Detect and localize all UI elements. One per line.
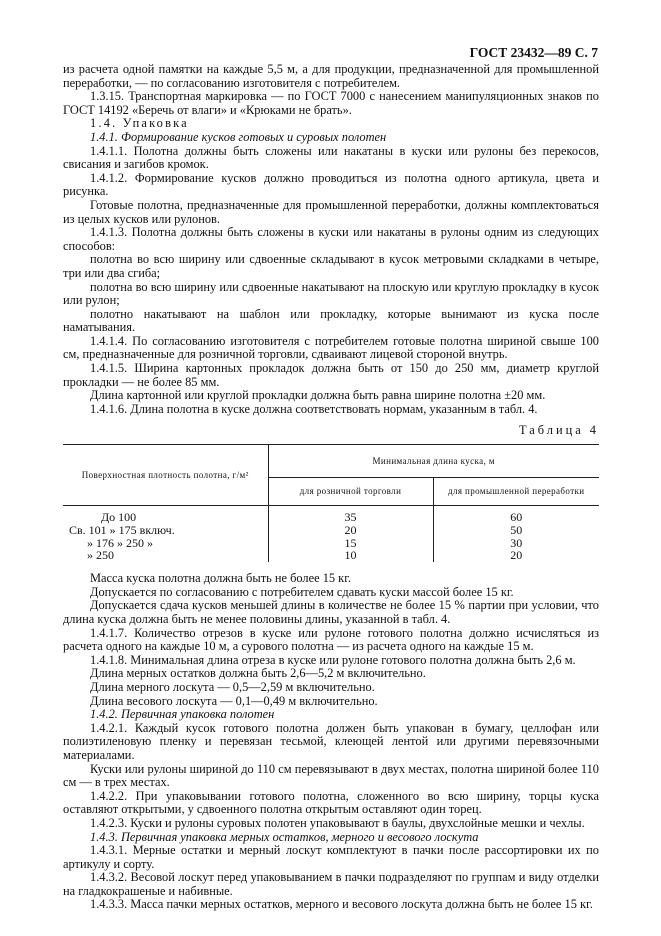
paragraph: 1.4.2.3. Куски и рулоны суровых полотен упаковывают в баулы, двухслойные мешки и чехлы.: [90, 815, 585, 830]
paragraph: 1.4.2.1. Каждый кусок готового полотна должен быть упакован в бумагу, целлофан или полиэтиленовую пленку и перевязан тесьмой, клеющей лентой или другими перевязочными материалами.: [63, 720, 599, 762]
page-header: ГОСТ 23432—89 С. 7: [469, 45, 598, 60]
paragraph: 1.4.2.2. При упаковывании готового полотна, сложенного во всю ширину, торцы куска оставляют открытыми, у сдвоенного полотна открытым оставляют один торец.: [63, 788, 599, 817]
paragraph: 1.3.15. Транспортная маркировка — по ГОСТ 7000 с нанесением манипуляционных знаков по ГОСТ 14192 «Беречь от влаги» и «Крюками не брать».: [63, 89, 599, 117]
paragraph: Куски или рулоны шириной до 110 см перевязывают в двух местах, полотна шириной более 110 см — в трех местах.: [63, 761, 599, 790]
cell-retail: 20: [268, 524, 433, 537]
paragraph: 1.4.1.1. Полотна должны быть сложены или накатаны в куски или рулоны без перекосов, свисания и загибов кромок.: [63, 143, 599, 172]
table-row: [63, 549, 599, 562]
section-heading: 1.4. Упаковка: [90, 116, 189, 131]
paragraph: 1.4.1.7. Количество отрезов в куске или рулоне готового полотна должно исчисляться из расчета одного на каждые 10 м, а сурового полотна — из расчета одного на каждые 15 м.: [63, 625, 599, 654]
paragraph: полотна во всю ширину или сдвоенные накатывают на плоскую или круглую прокладку в кусок или рулон;: [63, 279, 599, 308]
cell-density: До 100: [101, 510, 137, 525]
subsection-heading: 1.4.1. Формирование кусков готовых и суровых полотен: [90, 129, 387, 144]
paragraph: полотна во всю ширину или сдвоенные складывают в кусок метровыми складками в четыре, три или два сгиба;: [63, 252, 599, 280]
paragraph: полотно накатывают на шаблон или прокладку, которые вынимают из куска после наматывания.: [63, 306, 599, 335]
paragraph: 1.4.1.5. Ширина картонных прокладок должна быть от 150 до 250 мм, диаметр круглой прокладки — не более 85 мм.: [63, 361, 599, 389]
table-caption: Таблица 4: [519, 423, 599, 438]
paragraph: 1.4.3.3. Масса пачки мерных остатков, мерного и весового лоскута должна быть не более 15 кг.: [90, 897, 593, 912]
cell-retail: 15: [268, 537, 433, 550]
cell-industrial: 30: [433, 537, 599, 550]
column-header-retail: для розничной торговли: [268, 478, 433, 506]
paragraph: Готовые полотна, предназначенные для промышленной переработки, должны комплектоваться из целых кусков или рулонов.: [63, 197, 599, 226]
column-header-industrial: для промышленной переработки: [433, 478, 599, 506]
column-group-header: Минимальная длина куска, м: [268, 445, 599, 478]
subsection-heading: 1.4.3. Первичная упаковка мерных остатков, мерного и весового лоскута: [90, 829, 479, 844]
cell-industrial: 60: [433, 506, 599, 524]
subsection-heading: 1.4.2. Первичная упаковка полотен: [90, 707, 275, 722]
paragraph: Допускается сдача кусков меньшей длины в количестве не более 15 % партии при условии, что длина куска должна быть не менее половины длины, указанной в табл. 4.: [63, 598, 599, 626]
paragraph: Длина мерных остатков должна быть 2,6—5,2 м включительно.: [90, 666, 426, 681]
cell-density: Св. 101 » 175 включ.: [69, 522, 175, 537]
cell-retail: 35: [268, 506, 433, 524]
paragraph: из расчета одной памятки на каждые 5,5 м, а для продукции, предназначенной для промышленной переработки, — по согласованию изготовителя с потребителем.: [63, 62, 599, 90]
paragraph: 1.4.1.6. Длина полотна в куске должна соответствовать нормам, указанным в табл. 4.: [90, 401, 538, 416]
paragraph: Длина весового лоскута — 0,1—0,49 м включительно.: [90, 693, 378, 708]
paragraph: Допускается по согласованию с потребителем сдавать куски массой более 15 кг.: [90, 584, 514, 599]
paragraph: 1.4.1.2. Формирование кусков должно проводиться из полотна одного артикула, цвета и рисунка.: [63, 170, 599, 199]
document-body: [63, 63, 599, 912]
paragraph: 1.4.1.4. По согласованию изготовителя с потребителем готовые полотна шириной свыше 100 см, предназначенные для розничной торговли, сдваивают лицевой стороной внутрь.: [63, 333, 599, 362]
paragraph: Длина мерного лоскута — 0,5—2,59 м включительно.: [90, 679, 375, 694]
table-4: [63, 444, 599, 562]
table-row: [63, 524, 599, 537]
cell-density: » 250: [87, 548, 114, 563]
paragraph: 1.4.3.1. Мерные остатки и мерный лоскут комплектуют в пачки после рассортировки их по артикулу и сорту.: [63, 843, 599, 871]
cell-density: » 176 » 250 »: [87, 535, 153, 550]
column-header-density: Поверхностная плотность полотна, г/м²: [63, 445, 268, 506]
cell-industrial: 20: [433, 549, 599, 562]
paragraph: Длина картонной или круглой прокладки должна быть равна ширине полотна ±20 мм.: [90, 388, 546, 403]
paragraph: 1.4.1.3. Полотна должны быть сложены в куски или накатаны в рулоны одним из следующих способов:: [63, 225, 599, 253]
table-row: [63, 506, 599, 524]
paragraph: Масса куска полотна должна быть не более 15 кг.: [90, 571, 351, 586]
paragraph: 1.4.1.8. Минимальная длина отреза в куске или рулоне готового полотна должна быть 2,6 м.: [90, 652, 576, 667]
cell-industrial: 50: [433, 524, 599, 537]
cell-retail: 10: [268, 549, 433, 562]
paragraph: 1.4.3.2. Весовой лоскут перед упаковыванием в пачки подразделяют по группам и виду отделки на гладкокрашеные и набивные.: [63, 870, 599, 898]
